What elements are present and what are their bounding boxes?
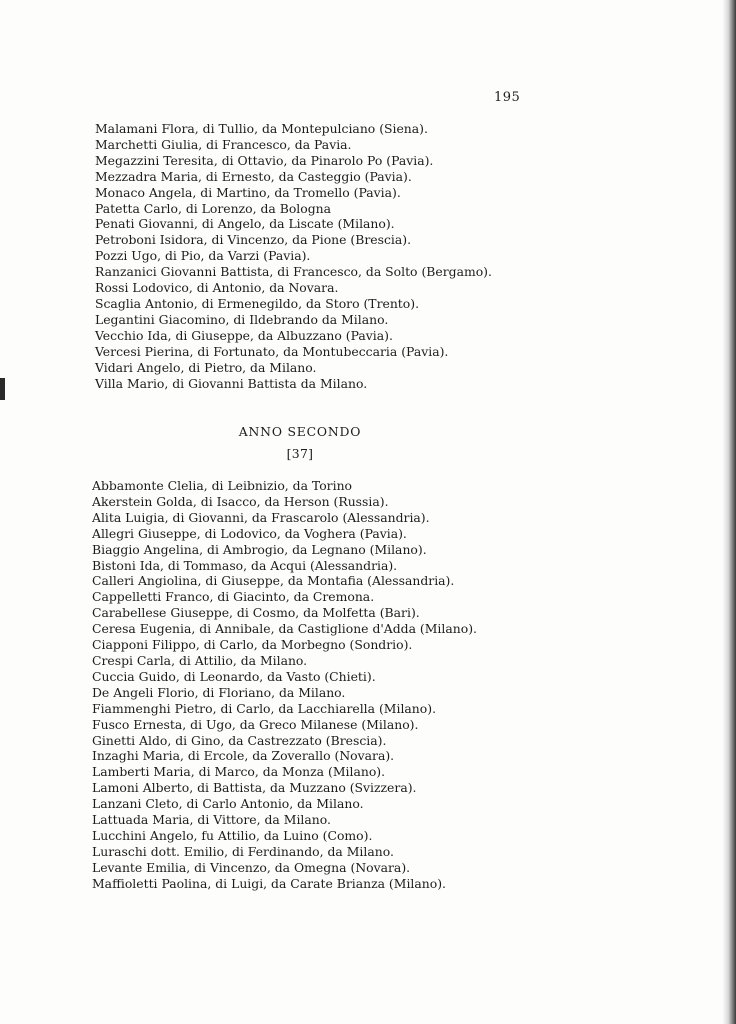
- list-item: Lucchini Angelo, fu Attilio, da Luino (Como).: [92, 827, 373, 843]
- list-item: Malamani Flora, di Tullio, da Montepulciano (Siena).: [95, 121, 428, 136]
- list-item: Fusco Ernesta, di Ugo, da Greco Milanese (Milano).: [92, 716, 419, 732]
- list-item: Levante Emilia, di Vincenzo, da Omegna (Novara).: [92, 859, 411, 875]
- list-item: Penati Giovanni, di Angelo, da Liscate (Milano).: [95, 216, 395, 232]
- list-item: Ceresa Eugenia, di Annibale, da Castiglione d'Adda (Milano).: [92, 621, 477, 637]
- list-item: Fiammenghi Pietro, di Carlo, da Lacchiarella (Milano).: [92, 700, 437, 716]
- list-item: Inzaghi Maria, di Ercole, da Zoverallo (Novara).: [92, 748, 395, 764]
- list-item: Petroboni Isidora, di Vincenzo, da Pione (Brescia).: [95, 232, 412, 248]
- list-item: Ranzanici Giovanni Battista, di Francesco, da Solto (Bergamo).: [95, 264, 492, 280]
- list-item: Maffioletti Paolina, di Luigi, da Carate Brianza (Milano).: [92, 875, 446, 891]
- list-item: Ciapponi Filippo, di Carlo, da Morbegno (Sondrio).: [92, 637, 413, 653]
- list-item: Allegri Giuseppe, di Lodovico, da Voghera (Pavia).: [92, 525, 407, 541]
- list-item: Lamoni Alberto, di Battista, da Muzzano (Svizzera).: [92, 780, 417, 796]
- list-item: De Angeli Florio, di Floriano, da Milano.: [92, 684, 346, 700]
- list-item: Cappelletti Franco, di Giacinto, da Cremona.: [92, 589, 375, 605]
- section-heading: ANNO SECONDO: [238, 424, 362, 439]
- list-item: Marchetti Giulia, di Francesco, da Pavia.: [95, 136, 352, 152]
- list-item: Akerstein Golda, di Isacco, da Herson (Russia).: [92, 493, 389, 509]
- student-list-second-year: [92, 478, 572, 892]
- list-item: Vidari Angelo, di Pietro, da Milano.: [95, 359, 317, 375]
- list-item: Alita Luigia, di Giovanni, da Frascarolo (Alessandria).: [92, 509, 430, 525]
- list-item: Biaggio Angelina, di Ambrogio, da Legnano (Milano).: [92, 541, 427, 557]
- list-item: Abbamonte Clelia, di Leibnizio, da Torino: [92, 478, 353, 493]
- list-item: Luraschi dott. Emilio, di Ferdinando, da Milano.: [92, 843, 394, 859]
- list-item: Vecchio Ida, di Giuseppe, da Albuzzano (Pavia).: [95, 327, 393, 343]
- list-item: Crespi Carla, di Attilio, da Milano.: [92, 652, 308, 668]
- list-item: Pozzi Ugo, di Pio, da Varzi (Pavia).: [95, 248, 311, 264]
- list-item: Lattuada Maria, di Vittore, da Milano.: [92, 812, 331, 828]
- list-item: Rossi Lodovico, di Antonio, da Novara.: [95, 280, 339, 296]
- section-count: [37]: [286, 446, 314, 461]
- list-item: Cuccia Guido, di Leonardo, da Vasto (Chieti).: [92, 668, 376, 684]
- list-item: Carabellese Giuseppe, di Cosmo, da Molfetta (Bari).: [92, 605, 420, 621]
- list-item: Megazzini Teresita, di Ottavio, da Pinarolo Po (Pavia).: [95, 152, 434, 168]
- student-list-first-year: [95, 121, 575, 391]
- list-item: Bistoni Ida, di Tommaso, da Acqui (Alessandria).: [92, 557, 398, 573]
- page-number: 195: [494, 90, 521, 105]
- list-item: Lamberti Maria, di Marco, da Monza (Milano).: [92, 764, 386, 780]
- list-item: Ginetti Aldo, di Gino, da Castrezzato (Brescia).: [92, 732, 387, 748]
- list-item: Vercesi Pierina, di Fortunato, da Montubeccaria (Pavia).: [95, 343, 449, 359]
- list-item: Villa Mario, di Giovanni Battista da Milano.: [95, 375, 368, 391]
- list-item: Monaco Angela, di Martino, da Tromello (Pavia).: [95, 184, 401, 200]
- scan-edge-mark: [0, 378, 5, 400]
- list-item: Mezzadra Maria, di Ernesto, da Casteggio (Pavia).: [95, 168, 412, 184]
- list-item: Legantini Giacomino, di Ildebrando da Milano.: [95, 311, 389, 327]
- list-item: Patetta Carlo, di Lorenzo, da Bologna: [95, 200, 332, 216]
- list-item: Scaglia Antonio, di Ermenegildo, da Storo (Trento).: [95, 295, 420, 311]
- list-item: Lanzani Cleto, di Carlo Antonio, da Milano.: [92, 796, 364, 812]
- page-edge-shadow: [722, 0, 736, 1024]
- list-item: Calleri Angiolina, di Giuseppe, da Montafia (Alessandria).: [92, 573, 455, 589]
